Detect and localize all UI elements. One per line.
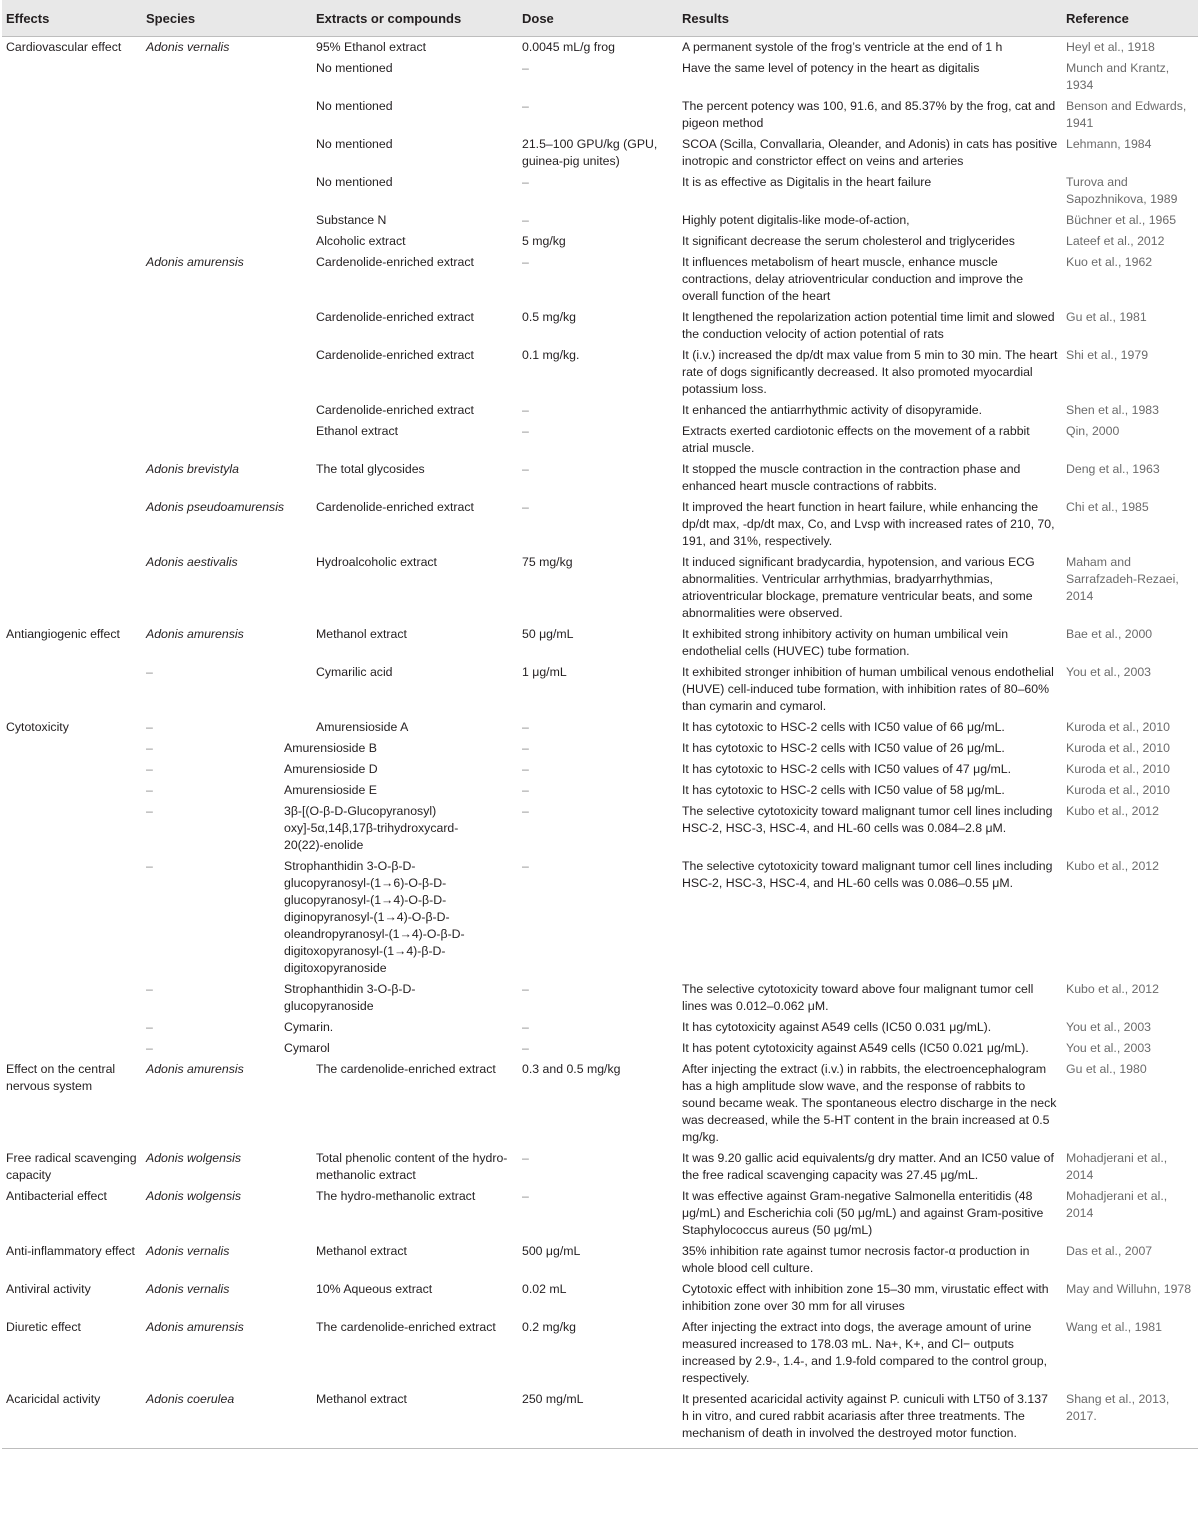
result-cell: It induced significant bradycardia, hypotension, and various ECG abnormalities. Ventricular arrhythmias, bradyarrhythmias, atrioventricular blockage, premature ventricular beats, and some abnormalities were observed. [682,555,1035,620]
species-cell: Adonis amurensis [146,255,244,269]
table-row [2,1241,1198,1279]
dose-cell: – [522,403,529,417]
table-row [2,662,1198,717]
header-species: Species [142,0,312,37]
dose-cell: – [522,859,529,873]
table-row [2,1186,1198,1241]
result-cell: It improved the heart function in heart failure, while enhancing the dp/dt max, -dp/dt max, Co, and Lvsp with increased rates of 210, 70, 191, and 31%, respectively. [682,500,1055,548]
extract-cell: Substance N [316,213,387,227]
species-cell [142,172,312,210]
dose-cell: 250 mg/mL [518,1389,678,1449]
header-effects: Effects [2,0,142,37]
extract-cell: Alcoholic extract [316,234,406,248]
dose-cell: – [522,99,529,113]
result-cell: It significant decrease the serum cholesterol and triglycerides [682,234,1015,248]
table-row [2,345,1198,400]
result-cell: It enhanced the antiarrhythmic activity of disopyramide. [682,403,983,417]
extract-cell: The cardenolide-enriched extract [316,1062,496,1076]
species-cell: – [146,859,153,873]
species-cell: Adonis aestivalis [146,555,238,569]
extract-cell: Amurensioside D [284,762,378,776]
result-cell: It has cytotoxic to HSC-2 cells with IC50 value of 26 μg/mL. [682,741,1005,755]
species-cell: – [146,1020,153,1034]
reference-cell: You et al., 2003 [1066,1041,1152,1055]
result-cell: The percent potency was 100, 91.6, and 85.37% by the frog, cat and pigeon method [682,99,1056,130]
header-results: Results [678,0,1062,37]
result-cell: It is as effective as Digitalis in the heart failure [682,175,932,189]
effect-cell: Antibacterial effect [6,1189,107,1203]
species-cell: – [146,804,153,818]
reference-cell: Lehmann, 1984 [1066,137,1152,151]
extract-cell: The hydro-methanolic extract [316,1189,476,1203]
effect-cell [2,459,142,497]
reference-cell: Kubo et al., 2012 [1066,859,1159,873]
table-row [2,497,1198,552]
table-row [2,717,1198,738]
extract-cell: Ethanol extract [316,424,399,438]
result-cell: It has cytotoxicity against A549 cells (IC50 0.031 μg/mL). [682,1020,992,1034]
reference-cell: Qin, 2000 [1066,424,1120,438]
dose-cell: 500 μg/mL [522,1244,581,1258]
reference-cell: Mohadjerani et al., 2014 [1066,1189,1168,1220]
table-row [2,780,1198,801]
dose-cell: 75 mg/kg [522,555,573,569]
extract-cell: Cardenolide-enriched extract [316,348,474,362]
header-reference: Reference [1062,0,1198,37]
extract-cell: Cymarilic acid [316,665,393,679]
reference-cell: May and Willuhn, 1978 [1066,1282,1192,1296]
table-row [2,801,1198,856]
table-row [2,231,1198,252]
effect-cell [2,134,142,172]
species-cell: – [146,982,153,996]
reference-cell: Wang et al., 1981 [1066,1320,1162,1334]
reference-cell: Kubo et al., 2012 [1066,982,1159,996]
dose-cell: – [522,720,529,734]
reference-cell: Lateef et al., 2012 [1066,234,1165,248]
effect-cell [2,662,142,717]
dose-cell: 0.3 and 0.5 mg/kg [522,1062,621,1076]
dose-cell: 0.5 mg/kg [522,310,576,324]
extract-cell: Cardenolide-enriched extract [316,500,474,514]
species-cell: Adonis coerulea [142,1389,312,1449]
dose-cell: – [522,982,529,996]
table-row [2,307,1198,345]
result-cell: Cytotoxic effect with inhibition zone 15–30 mm, virustatic effect with inhibition zone over 30 mm for all viruses [682,1282,1049,1313]
effect-cell [2,345,142,400]
reference-cell: Büchner et al., 1965 [1066,213,1177,227]
reference-cell: Kuroda et al., 2010 [1066,762,1170,776]
effect-cell [2,552,142,624]
effect-cell [2,231,142,252]
table-row [2,37,1198,59]
reference-cell: Bae et al., 2000 [1066,627,1153,641]
result-cell: SCOA (Scilla, Convallaria, Oleander, and Adonis) in cats has positive inotropic and constrictor effect on veins and arteries [682,137,1058,168]
extract-cell: Amurensioside B [284,741,377,755]
reference-cell: Kuroda et al., 2010 [1066,720,1170,734]
table-row [2,1317,1198,1389]
header-dose: Dose [518,0,678,37]
effect-cell: Diuretic effect [6,1320,81,1334]
extract-cell: Hydroalcoholic extract [316,555,437,569]
dose-cell: – [522,741,529,755]
effect-cell [2,1038,142,1059]
result-cell: Have the same level of potency in the heart as digitalis [682,61,980,75]
extract-cell: Methanol extract [312,1389,518,1449]
table-row [2,252,1198,307]
table-row [2,96,1198,134]
result-cell: It has cytotoxic to HSC-2 cells with IC50 value of 66 μg/mL. [682,720,1005,734]
result-cell: It has cytotoxic to HSC-2 cells with IC50 value of 58 μg/mL. [682,783,1005,797]
result-cell: After injecting the extract into dogs, the average amount of urine measured increased to 178.03 mL. Na+, K+, and Cl− outputs increased by 2.9-, 1.4-, and 1.9-fold compared to the control group, respectively. [682,1320,1048,1385]
dose-cell: 5 mg/kg [522,234,566,248]
reference-cell: Shen et al., 1983 [1066,403,1159,417]
result-cell: A permanent systole of the frog’s ventricle at the end of 1 h [682,40,1003,54]
reference-cell: Kuroda et al., 2010 [1066,783,1170,797]
effect-cell [2,58,142,96]
effect-cell [2,497,142,552]
table-row [2,979,1198,1017]
result-cell: It (i.v.) increased the dp/dt max value from 5 min to 30 min. The heart rate of dogs significantly decreased. It also promoted myocardial potassium loss. [682,348,1058,396]
effect-cell [2,400,142,421]
species-cell: Adonis pseudoamurensis [146,500,285,514]
species-cell: – [146,783,153,797]
dose-cell: – [522,1189,529,1203]
effect-cell [2,421,142,459]
table-row [2,421,1198,459]
species-cell [142,96,312,134]
effect-cell [2,1017,142,1038]
dose-cell: – [522,762,529,776]
species-cell: Adonis wolgensis [146,1189,242,1203]
result-cell: Extracts exerted cardiotonic effects on the movement of a rabbit atrial muscle. [682,424,1030,455]
effect-cell [2,738,142,759]
species-cell [142,210,312,231]
dose-cell: – [522,1041,529,1055]
reference-cell: Kuroda et al., 2010 [1066,741,1170,755]
species-cell [142,345,312,400]
species-cell: – [146,720,153,734]
species-cell: Adonis amurensis [146,1320,244,1334]
table-row [2,1389,1198,1449]
result-cell: 35% inhibition rate against tumor necrosis factor-α production in whole blood cell culture. [682,1244,1030,1275]
result-cell: The selective cytotoxicity toward malignant tumor cell lines including HSC-2, HSC-3, HSC-4, and HL-60 cells was 0.086–0.55 μM. [682,859,1053,890]
effect-cell: Antiviral activity [6,1282,91,1296]
effect-cell: Cardiovascular effect [6,40,122,54]
dose-cell: – [522,213,529,227]
result-cell: It lengthened the repolarization action potential time limit and slowed the conduction velocity of action potential of rats [682,310,1055,341]
extract-cell: Cardenolide-enriched extract [316,255,474,269]
extract-cell: Cardenolide-enriched extract [316,403,474,417]
dose-cell: – [522,1020,529,1034]
species-cell [142,307,312,345]
table-row [2,1017,1198,1038]
table-row [2,400,1198,421]
reference-cell: Mohadjerani et al., 2014 [1066,1151,1168,1182]
species-cell: – [146,1041,153,1055]
result-cell: It stopped the muscle contraction in the contraction phase and enhanced heart muscle contractions of rabbits. [682,462,1021,493]
effect-cell [2,759,142,780]
effect-cell: Antiangiogenic effect [6,627,120,641]
species-cell [142,421,312,459]
dose-cell: 0.02 mL [522,1282,567,1296]
extract-cell: Methanol extract [316,1244,407,1258]
extract-cell: No mentioned [316,99,393,113]
result-cell: Highly potent digitalis-like mode-of-action, [682,213,910,227]
extract-cell: The cardenolide-enriched extract [316,1320,496,1334]
extract-cell: Amurensioside E [284,783,377,797]
result-cell: The selective cytotoxicity toward above four malignant tumor cell lines was 0.012–0.062 μM. [682,982,1034,1013]
reference-cell: Deng et al., 1963 [1066,462,1160,476]
reference-cell: Gu et al., 1980 [1066,1062,1147,1076]
extract-cell: Cymarin. [284,1020,334,1034]
reference-cell: Munch and Krantz, 1934 [1066,61,1170,92]
dose-cell: 21.5–100 GPU/kg (GPU, guinea-pig unites) [522,137,658,168]
table-row [2,1038,1198,1059]
dose-cell: – [522,175,529,189]
species-cell: – [146,762,153,776]
reference-cell: Das et al., 2007 [1066,1244,1153,1258]
dose-cell: – [522,462,529,476]
extract-cell: No mentioned [316,61,393,75]
extract-cell: Strophanthidin 3-O-β-D-glucopyranoside [284,982,416,1013]
extract-cell: Amurensioside A [316,720,409,734]
reference-cell: You et al., 2003 [1066,665,1152,679]
species-cell [142,58,312,96]
table-row [2,1279,1198,1317]
result-cell: It influences metabolism of heart muscle, enhance muscle contractions, delay atrioventricular conduction and improve the overall function of the heart [682,255,1024,303]
dose-cell: 0.2 mg/kg [522,1320,576,1334]
table-row [2,134,1198,172]
table-row [2,459,1198,497]
table-row [2,738,1198,759]
table-row [2,172,1198,210]
result-cell: It has potent cytotoxicity against A549 cells (IC50 0.021 μg/mL). [682,1041,1029,1055]
extract-cell: The total glycosides [316,462,425,476]
extract-cell: 10% Aqueous extract [316,1282,433,1296]
effect-cell: Effect on the central nervous system [6,1062,116,1093]
effect-cell: Free radical scavenging capacity [6,1151,137,1182]
dose-cell: – [522,61,529,75]
extract-cell: 95% Ethanol extract [316,40,427,54]
result-cell: It presented acaricidal activity against P. cuniculi with LT50 of 3.137 h in vitro, and cured rabbit acariasis after three treatments. The mechanism of death in involved the destroyed motor function. [678,1389,1062,1449]
reference-cell: Maham and Sarrafzadeh-Rezaei, 2014 [1066,555,1179,603]
reference-cell: Kuo et al., 1962 [1066,255,1153,269]
table-row [2,624,1198,662]
effect-cell [2,307,142,345]
effect-cell: Cytotoxicity [6,720,69,734]
reference-cell: Shi et al., 1979 [1066,348,1149,362]
reference-cell: Gu et al., 1981 [1066,310,1147,324]
result-cell: After injecting the extract (i.v.) in rabbits, the electroencephalogram has a high amplitude slow wave, and the response of rabbits to sound became weak. The spontaneous electro discharge in the neck was decreased, while the 5-HT content in the brain increased at 0.5 mg/kg. [682,1062,1057,1144]
table-row [2,759,1198,780]
species-cell: Adonis vernalis [146,1244,230,1258]
dose-cell: 1 μg/mL [522,665,567,679]
extract-cell: Strophanthidin 3-O-β-D-glucopyranosyl-(1→6)-O-β-D-glucopyranosyl-(1→4)-O-β-D-diginopyranosyl-(1→4)-O-β-D-oleandropyranosyl-(1→4)-O-β-D-digitoxopyranosyl-(1→4)-β-D-digitoxopyranoside [284,859,465,975]
result-cell: It exhibited stronger inhibition of human umbilical venous endothelial (HUVE) cell-induced tube formation, with inhibition rates of 80–60% than cymarin and cymarol. [682,665,1054,713]
effect-cell: Acaricidal activity [2,1389,142,1449]
result-cell: It was effective against Gram-negative Salmonella enteritidis (48 μg/mL) and Escherichia coli (50 μg/mL) and against Gram-positive Staphylococcus aureus (50 μg/mL) [682,1189,1044,1237]
reference-cell: Benson and Edwards, 1941 [1066,99,1187,130]
effect-cell [2,856,142,979]
reference-cell: Shang et al., 2013, 2017. [1062,1389,1198,1449]
result-cell: It has cytotoxic to HSC-2 cells with IC50 values of 47 μg/mL. [682,762,1011,776]
extract-cell: Cymarol [284,1041,330,1055]
species-cell: Adonis wolgensis [146,1151,242,1165]
table-row [2,856,1198,979]
species-cell [142,134,312,172]
reference-cell: You et al., 2003 [1066,1020,1152,1034]
effect-cell [2,801,142,856]
table-row [2,1059,1198,1148]
extract-cell: No mentioned [316,137,393,151]
table-header-row [2,0,1198,37]
dose-cell: – [522,255,529,269]
effect-cell [2,252,142,307]
reference-cell: Chi et al., 1985 [1066,500,1149,514]
result-cell: It was 9.20 gallic acid equivalents/g dry matter. And an IC50 value of the free radical scavenging capacity was 27.45 μg/mL. [682,1151,1054,1182]
species-cell: Adonis vernalis [146,1282,230,1296]
dose-cell: – [522,804,529,818]
dose-cell: – [522,424,529,438]
extract-cell: Methanol extract [316,627,407,641]
effect-cell [2,979,142,1017]
dose-cell: 50 μg/mL [522,627,574,641]
reference-cell: Turova and Sapozhnikova, 1989 [1066,175,1178,206]
species-cell: Adonis amurensis [146,1062,244,1076]
species-cell: Adonis vernalis [146,40,230,54]
effect-cell [2,210,142,231]
effect-cell [2,780,142,801]
extract-cell: No mentioned [316,175,393,189]
dose-cell: – [522,783,529,797]
extract-cell: 3β-[(O-β-D-Glucopyranosyl) oxy]-5α,14β,17β-trihydroxycard-20(22)-enolide [284,804,459,852]
result-cell: The selective cytotoxicity toward malignant tumor cell lines including HSC-2, HSC-3, HSC-4, and HL-60 cells was 0.084–2.8 μM. [682,804,1053,835]
table-row [2,58,1198,96]
table-row [2,210,1198,231]
extract-cell: Cardenolide-enriched extract [316,310,474,324]
result-cell: It exhibited strong inhibitory activity on human umbilical vein endothelial cells (HUVEC) tube formation. [682,627,1009,658]
species-cell [142,231,312,252]
dose-cell: 0.1 mg/kg. [522,348,580,362]
effect-cell [2,96,142,134]
dose-cell: 0.0045 mL/g frog [522,40,615,54]
table-row [2,1148,1198,1186]
effects-table [2,0,1198,1449]
extract-cell: Total phenolic content of the hydro-methanolic extract [316,1151,508,1182]
reference-cell: Heyl et al., 1918 [1066,40,1155,54]
effect-cell: Anti-inflammatory effect [6,1244,135,1258]
reference-cell: Kubo et al., 2012 [1066,804,1159,818]
dose-cell: – [522,1151,529,1165]
species-cell: – [146,665,153,679]
species-cell: – [146,741,153,755]
effect-cell [2,172,142,210]
table-row [2,552,1198,624]
species-cell: Adonis brevistyla [146,462,239,476]
table-body [2,37,1198,1449]
species-cell [142,400,312,421]
dose-cell: – [522,500,529,514]
header-extracts: Extracts or compounds [312,0,518,37]
species-cell: Adonis amurensis [146,627,244,641]
